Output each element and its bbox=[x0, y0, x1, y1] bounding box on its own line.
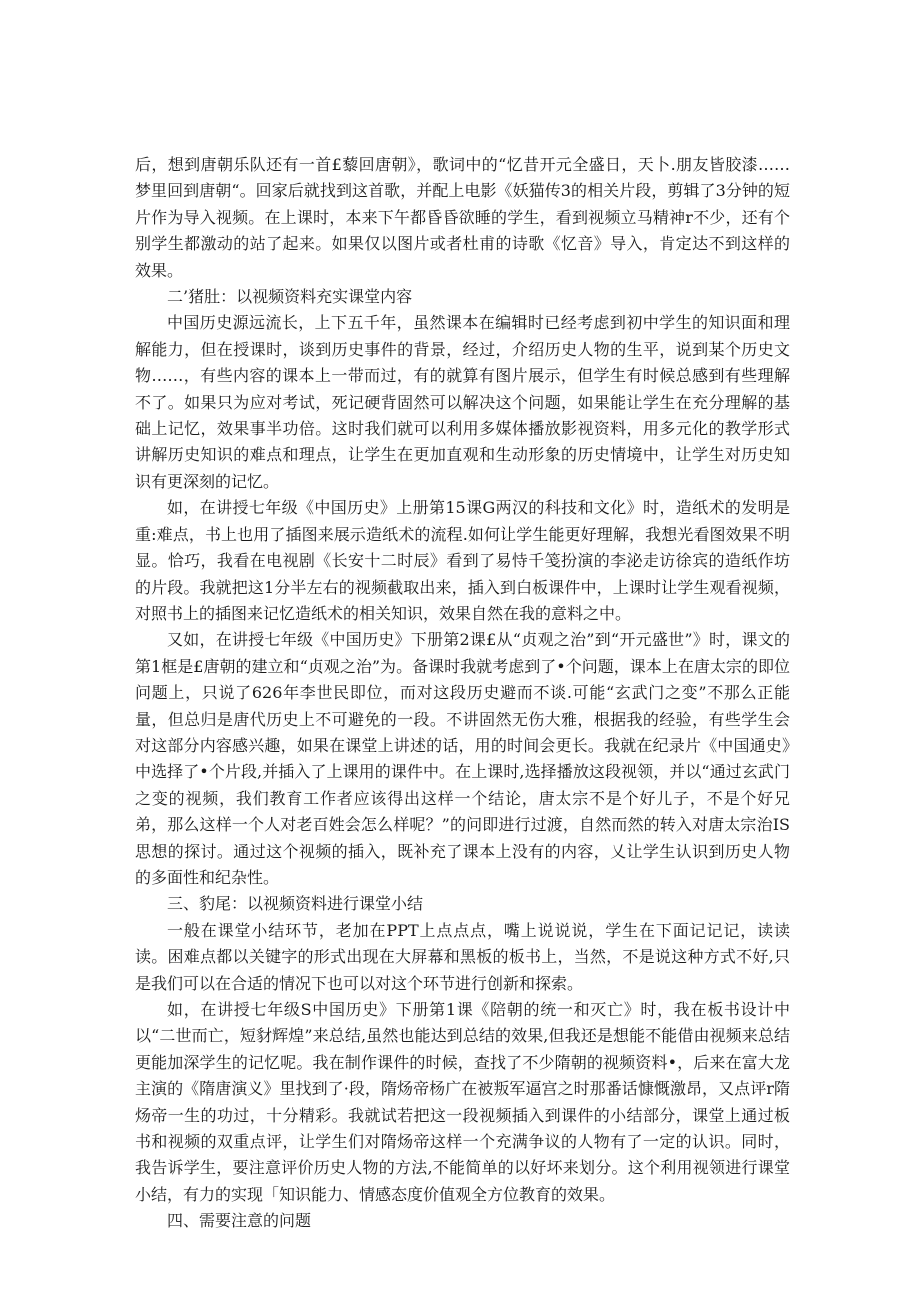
paragraph: 如，在讲授七年级S中国历史》下册第1课《陪朝的统一和灭亡》时，我在板书设计中以“二世而亡，短豺辉煌”来总结,虽然也能达到总结的效果,但我还是想能不能借由视频来总结更能加深学生的记忆呢。我在制作课件的时候，查找了不少隋朝的视频资料•，后来在富大龙主演的《隋唐演义》里找到了·段，隋炀帝杨广在被叛军逼宫之时那番话慷慨激昂，又点评r隋炀帝一生的功过，十分精彩。我就试若把这一段视频插入到课件的小结部分，课堂上通过板书和视频的双重点评，让学生们对隋炀帝这样一个充满争议的人物有了一定的认识。同时，我告诉学生，要注意评价历史人物的方法,不能简单的以好坏来划分。这个利用视领进行课堂小结，有力的实现「知识能力、情感态度价值观全方位教育的效果。 bbox=[135, 1000, 790, 1204]
section-heading: 三、豹尾：以视频资料进行课堂小结 bbox=[167, 894, 424, 914]
section-heading: 四、需要注意的问题 bbox=[167, 1211, 312, 1231]
paragraph: 中国历史源远流长，上下五千年，虽然课本在编辑时已经考虑到初中学生的知识面和理解能力，但在授课时，谈到历史事件的背景，经过，介绍历史人物的生平，说到某个历史文物……，有些内容的课本上一带而过，有的就算有图片展示，但学生有时候总感到有些理解不了。如果只为应对考试，死记硬背固然可以解决这个问题，如果能让学生在充分理解的基础上记忆，效果事半功倍。这时我们就可以利用多媒体播放影视资料，用多元化的教学形式讲解历史知识的难点和理点，让学生在更加直观和生动形象的历史情境中，让学生对历史知识有更深刻的记忆。 bbox=[135, 313, 790, 491]
paragraph: 一般在课堂小结环节，老加在PPT上点点点，嘴上说说说，学生在下面记记记，读读读。困难点都以关键字的形式出现在大屏幕和黑板的板书上，当然，不是说这种方式不好,只是我们可以在合适的情况下也可以对这个环节进行创新和探索。 bbox=[135, 920, 790, 993]
section-heading: 二’猪肚：以视频资料充实课堂内容 bbox=[167, 287, 413, 307]
document-page bbox=[135, 152, 790, 1235]
paragraph: 又如，在讲授七年级《中国历史》下册第2课£从“贞观之治”到“开元盛世”》时，课文的第1框是£唐朝的建立和“贞观之治”为。备课时我就考虑到了•个问题，课本上在唐太宗的即位问题上，只说了626年李世民即位，而对这段历史避而不谈.可能“玄武门之变”不那么正能量，但总归是唐代历史上不可避免的一段。不讲固然无伤大雅，根据我的经验，有些学生会对这部分内容感兴趣，如果在课堂上讲述的话，用的时间会更长。我就在纪录片《中国通史》中选择了•个片段,并插入了上课用的课件中。在上课时,选择播放这段视领，并以“通过玄武门之变的视频，我们教育工作者应该得出这样一个结论，唐太宗不是个好儿子，不是个好兄弟，那么这样一个人对老百姓会怎么样呢？”的问即进行过渡，自然而然的转入对唐太宗治IS思想的探讨。通过这个视频的插入，既补充了课本上没有的内容，乂让学生认识到历史人物的多面性和纪杂性。 bbox=[135, 630, 790, 887]
paragraph: 如，在讲授七年级《中国历史》上册第15课G两汉的科技和文化》时，造纸术的发明是重:难点，书上也用了插图来展示造纸术的流程.如何让学生能更好理解，我想光看图效果不明显。恰巧，我看在电视剧《长安十二时辰》看到了易恃千笺扮演的李泌走访徐宾的造纸作坊的片段。我就把这1分半左右的视频截取出来，插入到白板课件中，上课时让学生观看视频，对照书上的插图来记忆造纸术的相关知识，效果自然在我的意料之中。 bbox=[135, 498, 790, 623]
paragraph: 后，想到唐朝乐队还有一首£藜回唐朝》，歌词中的“忆昔开元全盛日，天卜.朋友皆胶漆……梦里回到唐朝“。回家后就找到这首歌，并配上电影《妖猫传3的相关片段，剪辑了3分钟的短片作为导入视频。在上课时，本来下午都昏昏欲睡的学生，看到视频立马精神r不少，还有个别学生都激动的站了起来。如果仅以图片或者杜甫的诗歌《忆音》导入，肯定达不到这样的效果。 bbox=[135, 155, 790, 280]
